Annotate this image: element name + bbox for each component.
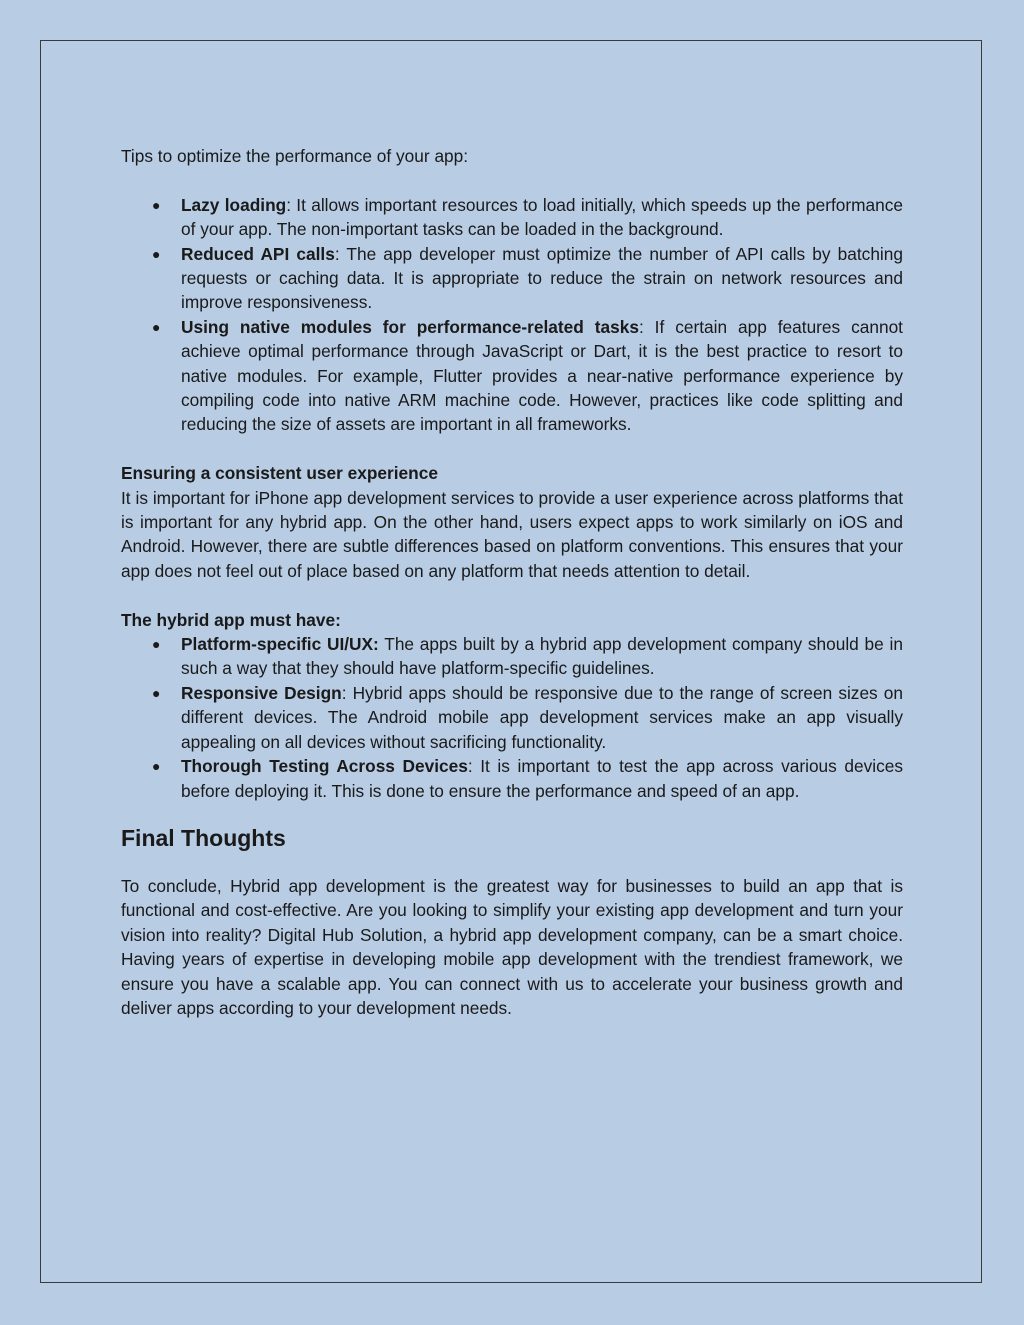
bullet-icon: ●: [152, 318, 161, 335]
tip-text: : If certain app features cannot achieve optimal performance through JavaScript or Dart, it is the best practice to resort to native modules. For example, Flutter provides a near-native performance experience by compiling code into native ARM machine code. However, practices like code splitting and reducing the size of assets are important in all frameworks.: [181, 316, 903, 435]
must-have-term: Platform-specific UI/UX:: [181, 634, 379, 655]
list-item: [121, 242, 903, 315]
tip-term: Using native modules for performance-related tasks: [181, 316, 639, 337]
must-have-term: Thorough Testing Across Devices: [181, 756, 468, 777]
must-have-heading: The hybrid app must have:: [121, 609, 341, 630]
list-item: [121, 754, 903, 803]
must-have-text: : Hybrid apps should be responsive due to the range of screen sizes on different devices. The Android mobile app development services make an app visually appealing on all devices without sacrificing functionality.: [181, 682, 903, 752]
must-have-list: [121, 632, 903, 803]
list-item: [121, 193, 903, 242]
bullet-icon: ●: [152, 636, 161, 653]
consistency-heading: Ensuring a consistent user experience: [121, 463, 438, 484]
bullet-icon: ●: [152, 196, 161, 213]
spacer: [121, 437, 903, 461]
final-thoughts-heading: Final Thoughts: [121, 824, 286, 851]
spacer: [121, 583, 903, 607]
must-have-text: : It is important to test the app across various devices before deploying it. This is done to ensure the performance and speed of an app.: [181, 756, 903, 801]
must-have-term: Responsive Design: [181, 682, 342, 703]
list-item: [121, 315, 903, 437]
tip-text: : The app developer must optimize the number of API calls by batching requests or caching data. It is appropriate to reduce the strain on network resources and improve responsiveness.: [181, 243, 903, 313]
bullet-icon: ●: [152, 758, 161, 775]
tips-list: [121, 193, 903, 437]
document-content: [121, 144, 903, 1020]
tips-intro: Tips to optimize the performance of your app:: [121, 146, 469, 166]
must-have-text: The apps built by a hybrid app development company should be in such a way that they should have platform-specific guidelines.: [181, 634, 903, 679]
bullet-icon: ●: [152, 684, 161, 701]
list-item: [121, 632, 903, 681]
consistency-body: It is important for iPhone app development services to provide a user experience across platforms that is important for any hybrid app. On the other hand, users expect apps to work similarly on iOS and Android. However, there are subtle differences based on platform conventions. This ensures that your app does not feel out of place based on any platform that needs attention to detail.: [121, 487, 903, 581]
tip-term: Lazy loading: [181, 194, 287, 215]
tip-text: : It allows important resources to load initially, which speeds up the performance of your app. The non-important tasks can be loaded in the background.: [181, 194, 903, 240]
bullet-icon: ●: [152, 245, 161, 262]
final-thoughts-body: To conclude, Hybrid app development is the greatest way for businesses to build an app that is functional and cost-effective. Are you looking to simplify your existing app development and turn your vision into reality? Digital Hub Solution, a hybrid app development company, can be a smart choice. Having years of expertise in developing mobile app development with the trendiest framework, we ensure you have a scalable app. You can connect with us to accelerate your business growth and deliver apps according to your development needs.: [121, 875, 903, 1018]
tip-term: Reduced API calls: [181, 243, 335, 264]
list-item: [121, 681, 903, 754]
